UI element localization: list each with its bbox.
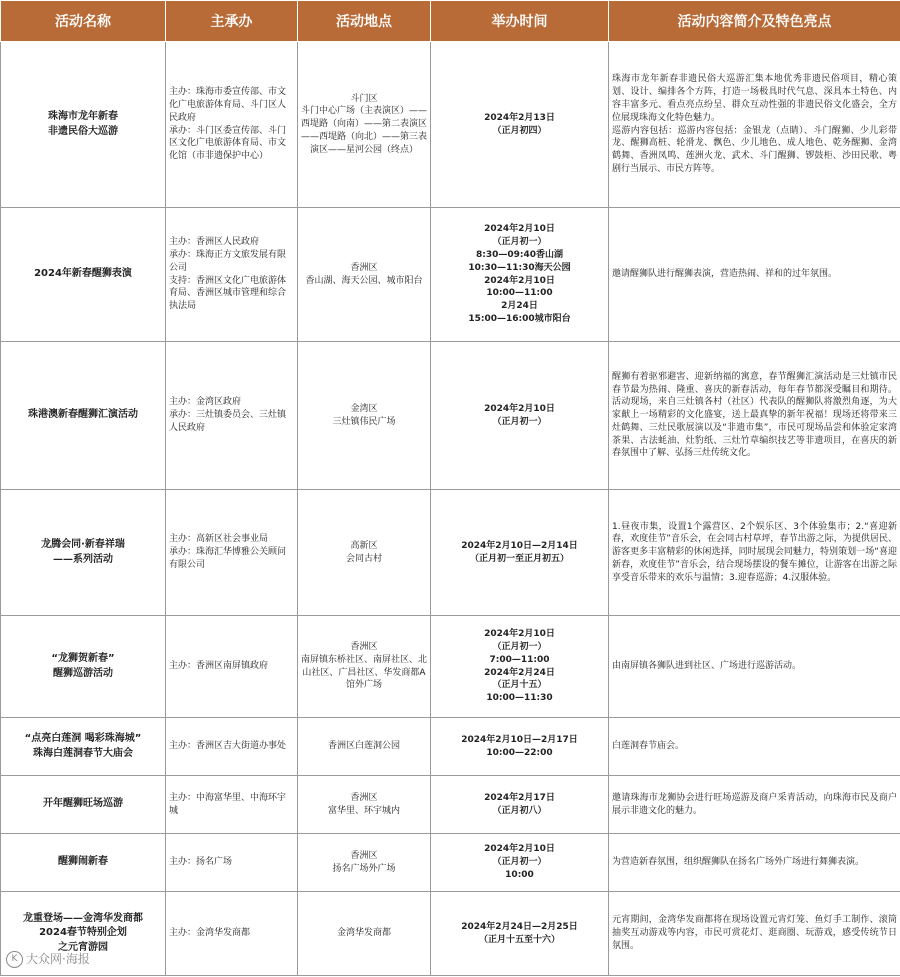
row-organizer: 主办：香洲区吉大街道办事处 <box>166 718 298 776</box>
row-description: 1.昼夜市集，设置1个露营区、2个娱乐区、3个体验集市；2.“喜迎新春，欢度佳节”音乐会，在会同古村草坪，春节出游之际，为提供居民、游客更多丰富精彩的休闲选择，同时展现会同魅力，特别策划一场“喜迎新春，欢度佳节”音乐会，结合现场摆设的餐车摊位，让游客在出游之际享受音乐带来的欢乐与温情；3.迎春巡游；4.汉服体验。 <box>609 490 900 616</box>
row-activity-name: 龙重登场——金湾华发商都 2024春节特别企划 之元宵游园 <box>1 892 166 976</box>
header-location: 活动地点 <box>298 1 431 42</box>
row-organizer: 主办：扬名广场 <box>166 834 298 892</box>
watermark <box>6 950 90 968</box>
row-organizer: 主办：高新区社会事业局 承办：珠海汇华博雅公关顾问有限公司 <box>166 490 298 616</box>
table-row <box>1 892 900 976</box>
watermark-text: 大众网·海报 <box>26 952 90 966</box>
row-location: 香洲区 香山湖、海天公园、城市阳台 <box>298 208 431 342</box>
row-organizer: 主办：香洲区南屏镇政府 <box>166 616 298 718</box>
row-organizer: 主办：香洲区人民政府 承办：珠海正方文旅发展有限公司 支持：香洲区文化广电旅游体育局、香洲区城市管理和综合执法局 <box>166 208 298 342</box>
row-description: 邀请珠海市龙狮协会进行旺场巡游及商户采青活动，向珠海市民及商户展示非遗文化的魅力。 <box>609 776 900 834</box>
watermark-logo-icon: K <box>6 951 23 968</box>
row-time: 2024年2月10日 （正月初一） 7:00—11:00 2024年2月24日 （正月十五） 10:00—11:30 <box>431 616 609 718</box>
row-description: 由南屏镇各狮队进到社区、广场进行巡游活动。 <box>609 616 900 718</box>
row-organizer: 主办：金湾华发商都 <box>166 892 298 976</box>
row-location: 香洲区 南屏镇东桥社区、南屏社区、北山社区、广昌社区、华发商都A馆外广场 <box>298 616 431 718</box>
table-row <box>1 342 900 490</box>
row-location: 金湾区 三灶镇伟民广场 <box>298 342 431 490</box>
row-organizer: 主办：珠海市委宣传部、市文化广电旅游体育局、斗门区人民政府 承办：斗门区委宣传部、斗门区文化广电旅游体育局、市文化馆（市非遗保护中心） <box>166 42 298 208</box>
row-activity-name: 开年醒狮旺场巡游 <box>1 776 166 834</box>
row-time: 2024年2月10日—2月14日 （正月初一至正月初五） <box>431 490 609 616</box>
row-activity-name: 醒狮闹新春 <box>1 834 166 892</box>
row-time: 2024年2月24日—2月25日 （正月十五至十六） <box>431 892 609 976</box>
row-description: 为营造新春氛围，组织醒狮队在扬名广场外广场进行舞狮表演。 <box>609 834 900 892</box>
row-organizer: 主办：中海富华里、中海环宇城 <box>166 776 298 834</box>
table-row <box>1 42 900 208</box>
header-description: 活动内容简介及特色亮点 <box>609 1 900 42</box>
header-activity-name: 活动名称 <box>1 1 166 42</box>
table-row <box>1 834 900 892</box>
row-location: 斗门区 斗门中心广场（主表演区）——西堤路（向南）——第二表演区——西堤路（向北）——第三表演区——星河公园（终点） <box>298 42 431 208</box>
header-organizer: 主承办 <box>166 1 298 42</box>
row-time: 2024年2月10日 （正月初一） 8:30—09:40香山湖 10:30—11:30海天公园 2024年2月10日 10:00—11:00 2月24日 15:00—16:00城市阳台 <box>431 208 609 342</box>
row-activity-name: “龙狮贺新春” 醒狮巡游活动 <box>1 616 166 718</box>
row-description: 醒狮有着驱邪避害、迎新纳福的寓意，春节醒狮汇演活动是三灶镇市民春节最为热闹、隆重、喜庆的新春活动，每年春节都深受瞩目和期待。活动现场，来自三灶镇各村（社区）代表队的醒狮队将激烈角逐，为大家献上一场精彩的文化盛宴，送上最真挚的新年祝福！现场还将带来三灶鹤舞、三灶民歌展演以及“非遗市集”，市民可现场品尝和体验定家湾茶果、古法蚝油、灶豹纸、三灶竹草编织技艺等非遗项目，在喜庆的新春氛围中了解、弘扬三灶传统文化。 <box>609 342 900 490</box>
row-organizer: 主办：金湾区政府 承办：三灶镇委员会、三灶镇人民政府 <box>166 342 298 490</box>
row-location: 金湾华发商都 <box>298 892 431 976</box>
row-activity-name: 珠港澳新春醒狮汇演活动 <box>1 342 166 490</box>
table-row <box>1 616 900 718</box>
row-location: 香洲区 扬名广场外广场 <box>298 834 431 892</box>
row-location: 香洲区白莲洞公园 <box>298 718 431 776</box>
row-description: 元宵期间，金湾华发商都将在现场设置元宵灯笼、鱼灯手工制作、滚筒抽奖互动游戏等内容，市民可赏花灯、逛商圈、玩游戏，感受传统节日氛围。 <box>609 892 900 976</box>
table-row <box>1 208 900 342</box>
table-row <box>1 718 900 776</box>
row-time: 2024年2月17日 （正月初八） <box>431 776 609 834</box>
row-time: 2024年2月10日—2月17日 10:00—22:00 <box>431 718 609 776</box>
row-location: 香洲区 富华里、环宇城内 <box>298 776 431 834</box>
table-header-row <box>1 1 900 42</box>
row-time: 2024年2月10日 （正月初一） <box>431 342 609 490</box>
header-time: 举办时间 <box>431 1 609 42</box>
table-row <box>1 490 900 616</box>
table-row <box>1 776 900 834</box>
row-description: 白莲洞春节庙会。 <box>609 718 900 776</box>
row-time: 2024年2月13日 （正月初四） <box>431 42 609 208</box>
row-description: 邀请醒狮队进行醒狮表演，营造热闹、祥和的过年氛围。 <box>609 208 900 342</box>
row-activity-name: 龙腾会同·新春祥瑞 ——系列活动 <box>1 490 166 616</box>
row-description: 珠海市龙年新春非遗民俗大巡游汇集本地优秀非遗民俗项目，精心策划、设计、编排各个方阵，打造一场极具时代气息、深具本土特色、内容丰富多元、看点亮点纷呈、群众互动性强的非遗民俗文化盛会，全方位展现珠海文化特色魅力。 巡游内容包括：巡游内容包括：金银龙（点睛）、斗门醒狮、少儿彩带龙、醒狮高桩、轮滑龙、飘色、少儿地色、成人地色、乾务醒狮、金湾鹤舞、香洲凤鸣、莲洲火龙、武术、斗门醒狮、锣鼓柜、沙田民歌、粤剧行当展示、市民方阵等。 <box>609 42 900 208</box>
row-activity-name: 2024年新春醒狮表演 <box>1 208 166 342</box>
table-body <box>1 42 900 976</box>
row-activity-name: “点亮白莲洞 喝彩珠海城” 珠海白莲洞春节大庙会 <box>1 718 166 776</box>
row-location: 高新区 会同古村 <box>298 490 431 616</box>
row-time: 2024年2月10日 （正月初一） 10:00 <box>431 834 609 892</box>
row-activity-name: 珠海市龙年新春 非遗民俗大巡游 <box>1 42 166 208</box>
